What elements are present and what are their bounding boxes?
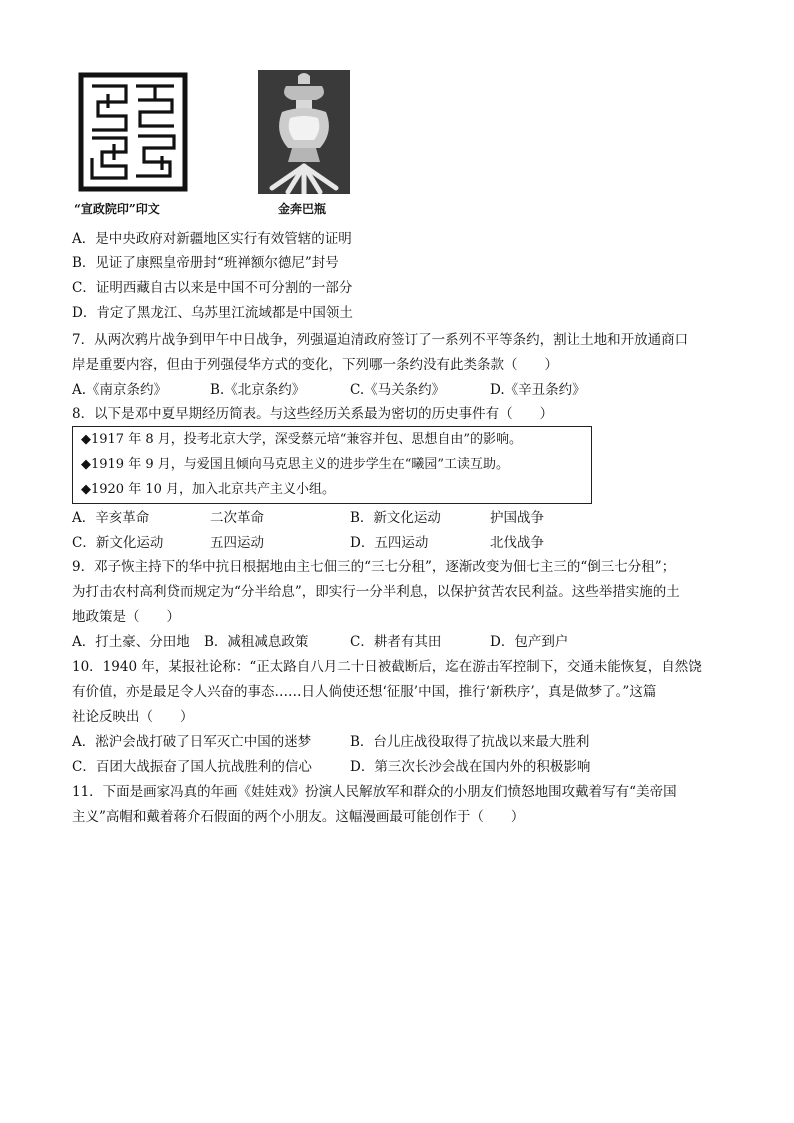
q7-option-b: B.《北京条约》	[210, 382, 306, 398]
q8-option-c-second: 五四运动	[210, 535, 264, 551]
q7-option-c: C.《马关条约》	[350, 382, 446, 398]
q9-option-b: B．减租减息政策	[204, 634, 309, 650]
q8-option-d: D．五四运动	[350, 535, 429, 551]
q8-options-row1	[72, 508, 672, 528]
q6-option-c: C．证明西藏自古以来是中国不可分割的一部分	[72, 280, 353, 296]
q7-options	[72, 380, 672, 400]
q8-option-b: B．新文化运动	[350, 510, 441, 526]
q7-option-a: A.《南京条约》	[72, 382, 168, 398]
q9-option-c: C．耕者有其田	[350, 634, 442, 650]
q10-stem-line2: 有价值，亦是最足令人兴奋的事态……日人倘使还想‘征服’中国，推行‘新秩序’，真是做梦了。”这篇	[72, 684, 657, 700]
q9-stem-line3: 地政策是（ ）	[72, 609, 180, 625]
q9-stem-line1: 9．邓子恢主持下的华中抗日根据地由主七佃三的“三七分租”，逐渐改变为佃七主三的“倒三七分租”；	[72, 559, 676, 575]
q8-option-a-second: 二次革命	[210, 510, 264, 526]
q6-option-d: D．肯定了黑龙江、乌苏里江流域都是中国领土	[72, 305, 353, 321]
golden-urn-image	[258, 70, 350, 194]
q11-stem-line1: 11．下面是画家冯真的年画《娃娃戏》扮演人民解放军和群众的小朋友们愤怒地围攻戴着写有“美帝国	[72, 784, 677, 800]
q6-option-a: A．是中央政府对新疆地区实行有效管辖的证明	[72, 231, 352, 247]
q10-option-b: B．台儿庄战役取得了抗战以来最大胜利	[350, 734, 590, 750]
q10-options-row2	[72, 757, 672, 777]
q8-box-item-3: ◆1920 年 10 月，加入北京共产主义小组。	[81, 482, 336, 497]
q8-option-b-second: 护国战争	[490, 510, 544, 526]
vase-caption: 金奔巴瓶	[278, 202, 327, 216]
seal-imprint-image	[78, 72, 188, 192]
q7-stem-line2: 岸是重要内容，但由于列强侵华方式的变化，下列哪一条约没有此类条款（ ）	[72, 357, 558, 373]
q9-option-a: A．打土豪、分田地	[72, 634, 190, 650]
q7-option-d: D.《辛丑条约》	[490, 382, 586, 398]
q9-stem-line2: 为打击农村高利贷而规定为“分半给息”，即实行一分半利息，以保护贫苦农民利益。这些举措实施的土	[72, 584, 680, 600]
q8-timeline-box	[72, 426, 592, 504]
q6-option-b: B．见证了康熙皇帝册封“班禅额尔德尼”封号	[72, 255, 339, 271]
figures-row	[72, 66, 372, 226]
q10-option-c: C．百团大战振奋了国人抗战胜利的信心	[72, 759, 312, 775]
q10-stem-line3: 社论反映出（ ）	[72, 709, 194, 725]
q11-stem-line2: 主义”高帽和戴着蒋介石假面的两个小朋友。这幅漫画最可能创作于（ ）	[72, 809, 525, 825]
q10-stem-line1: 10．1940 年，某报社论称：“正太路自八月二十日被截断后，迄在游击军控制下，交通未能恢复，自然饶	[72, 659, 702, 675]
q9-options	[72, 632, 672, 652]
q8-option-d-second: 北伐战争	[490, 535, 544, 551]
q8-stem: 8．以下是邓中夏早期经历简表。与这些经历关系最为密切的历史事件有（ ）	[72, 406, 554, 422]
q7-stem-line1: 7．从两次鸦片战争到甲午中日战争，列强逼迫清政府签订了一系列不平等条约，割让土地和开放通商口	[72, 332, 689, 348]
q8-option-c: C．新文化运动	[72, 535, 164, 551]
q10-options-row1	[72, 732, 672, 752]
q8-box-item-2: ◆1919 年 9 月，与爱国且倾向马克思主义的进步学生在“曦园”工读互助。	[81, 457, 510, 472]
q8-options-row2	[72, 533, 672, 553]
seal-caption: “宣政院印”印文	[74, 202, 160, 216]
q9-option-d: D．包产到户	[490, 634, 569, 650]
q10-option-a: A．淞沪会战打破了日军灭亡中国的迷梦	[72, 734, 312, 750]
q10-option-d: D．第三次长沙会战在国内外的积极影响	[350, 759, 591, 775]
q8-option-a: A．辛亥革命	[72, 510, 150, 526]
q8-box-item-1: ◆1917 年 8 月，投考北京大学，深受蔡元培“兼容并包、思想自由”的影响。	[81, 432, 523, 447]
